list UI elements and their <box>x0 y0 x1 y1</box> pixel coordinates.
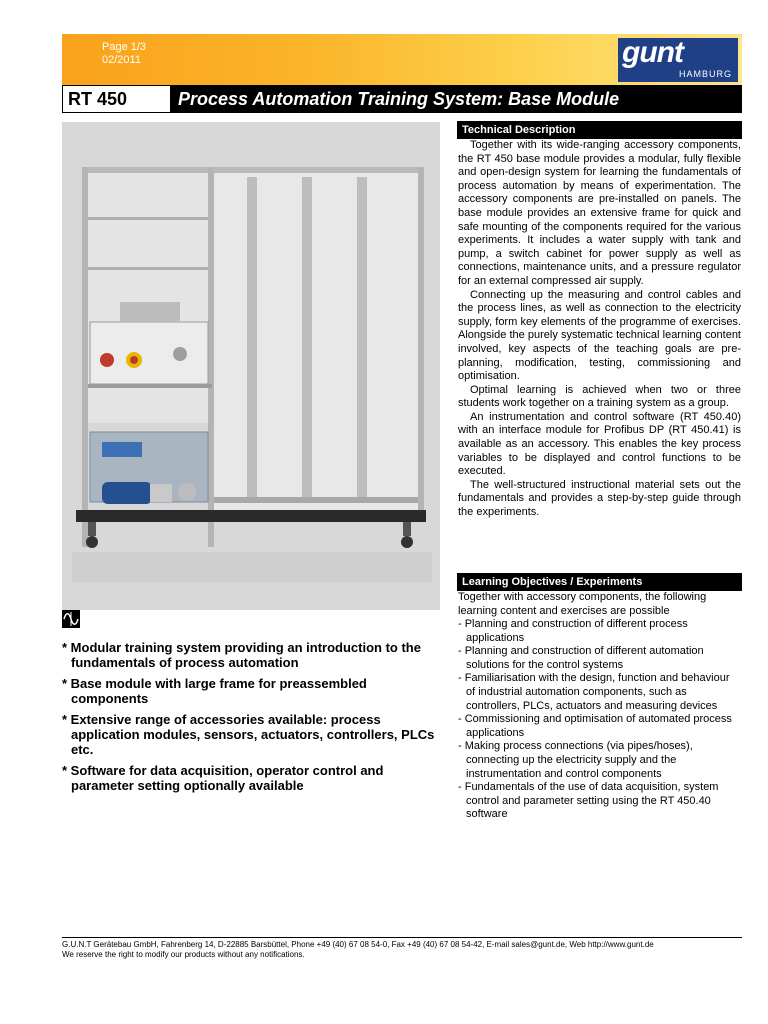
gunt-logo <box>618 38 738 82</box>
feature-list <box>62 640 444 799</box>
learning-objectives-heading: Learning Objectives / Experiments <box>457 573 742 591</box>
list-item: - Commissioning and optimisation of automated process applications <box>458 713 732 739</box>
training-rig-illustration <box>62 122 440 610</box>
list-item: - Fundamentals of the use of data acquisition, system control and parameter setting using the RT 450.40 software <box>458 781 719 821</box>
feature-item: * Base module with large frame for preassembled components <box>62 676 367 706</box>
footer-contact: G.U.N.T Gerätebau GmbH, Fahrenberg 14, D-22885 Barsbüttel, Phone +49 (40) 67 08 54-0, Fax +49 (40) 67 08 54-42, E-mail sales@gunt.de, Web http://www.gunt.de <box>62 940 654 949</box>
sine-wave-glyph <box>62 610 80 628</box>
footer <box>62 940 742 960</box>
list-item: - Planning and construction of different process applications <box>458 618 688 644</box>
learning-objectives-list <box>458 618 741 822</box>
title-row <box>62 85 742 113</box>
logo-subtitle: HAMBURG <box>678 69 732 79</box>
page-number: Page 1/3 <box>102 41 147 53</box>
description-paragraph: An instrumentation and control software (RT 450.40) with an interface module for Profibus DP (RT 450.41) is available as an accessory. This enables the key process variables to be displayed and control functions to be executed. <box>458 410 741 478</box>
description-paragraph: The well-structured instructional material sets out the fundamentals and provides a step-by-step guide through the experiments. <box>458 478 741 519</box>
footer-divider <box>62 937 742 938</box>
product-title: Process Automation Training System: Base Module <box>170 85 742 113</box>
feature-item: * Software for data acquisition, operator control and parameter setting optionally available <box>62 763 384 793</box>
description-paragraph: Together with its wide-ranging accessory components, the RT 450 base module provides a modular, fully flexible and open-design system for learning the fundamentals of process automation by means of experimentation. The accessory components are pre-installed on panels. The base module provides an extensive frame for quick and safe mounting of the components required for the various experiments. It includes a water supply with tank and pump, a switch cabinet for power supply as well as connections, maintenance units, and a pressure regulator for an external compressed air supply. <box>458 139 741 287</box>
product-photo <box>62 122 440 610</box>
technical-description-heading: Technical Description <box>457 121 742 139</box>
learning-intro: Together with accessory components, the following learning content and exercises are possible <box>458 591 707 617</box>
footer-disclaimer: We reserve the right to modify our products without any notifications. <box>62 950 305 959</box>
feature-item: * Extensive range of accessories available: process application modules, sensors, actuators, controllers, PLCs etc. <box>62 712 435 757</box>
feature-item: * Modular training system providing an introduction to the fundamentals of process automation <box>62 640 421 670</box>
page-info <box>102 41 146 67</box>
model-number: RT 450 <box>62 85 173 113</box>
list-item: - Planning and construction of different automation solutions for the control systems <box>458 645 704 671</box>
logo-wordmark: gunt <box>622 36 683 69</box>
page-date: 02/2011 <box>102 54 141 66</box>
list-item: - Making process connections (via pipes/hoses), connecting up the electricity supply and the instrumentation and control components <box>458 740 693 780</box>
sine-wave-icon <box>62 610 80 628</box>
technical-description-text <box>458 139 741 520</box>
description-paragraph: Connecting up the measuring and control cables and the process lines, as well as connection to the electricity supply, form key elements of the programme of exercises. Alongside the purely systematic technical learning content involved, key aspects of the teaching goals are pre-planning, modification, testing, commissioning and optimisation. <box>458 288 741 383</box>
list-item: - Familiarisation with the design, function and behaviour of industrial automation components, such as controllers, PLCs, actuators and measuring devices <box>458 672 730 712</box>
description-paragraph: Optimal learning is achieved when two or three students work together on a training system as a group. <box>458 383 741 410</box>
